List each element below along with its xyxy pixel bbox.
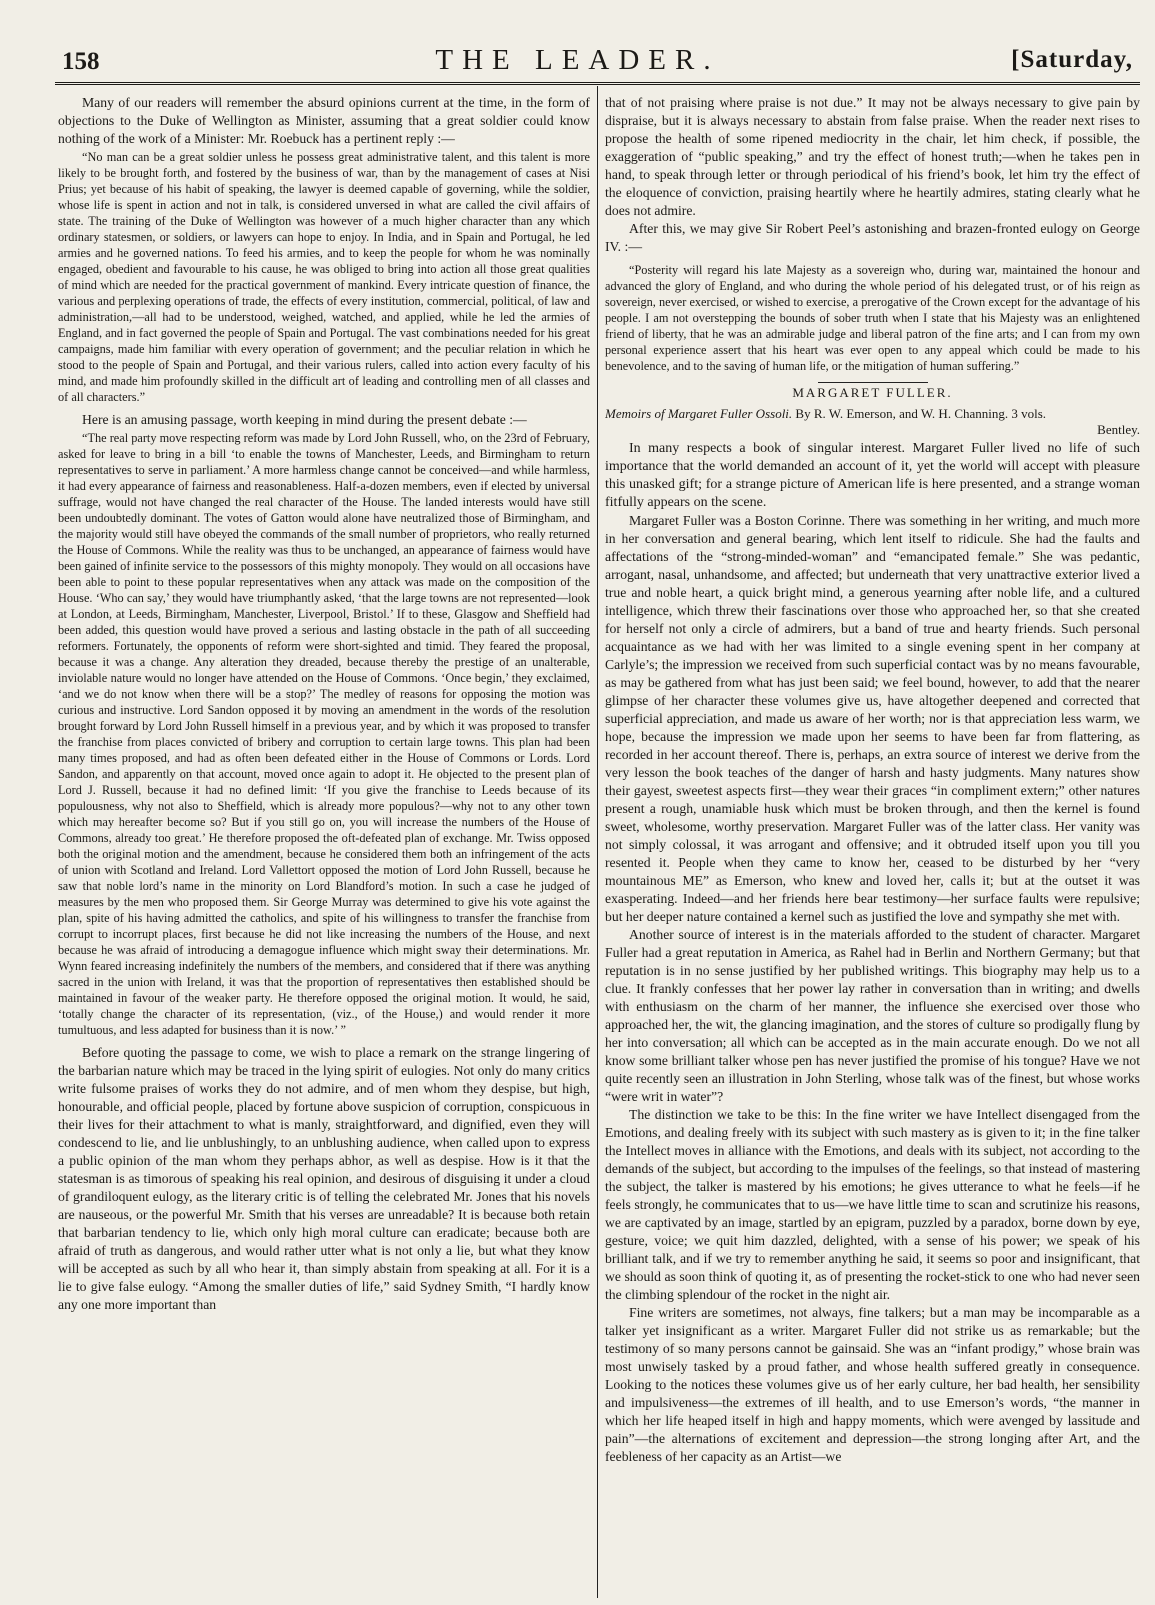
column-divider	[597, 86, 598, 1598]
paragraph: After this, we may give Sir Robert Peel’s astonishing and brazen-fronted eulogy on George IV. :—	[605, 221, 1140, 254]
paragraph: Many of our readers will remember the absurd opinions current at the time, in the form of objections to the Duke of Wellington as Minister, assuming that a great soldier could know nothing of the work of a Minister: Mr. Roebuck has a pertinent reply :—	[58, 95, 590, 146]
paragraph: Before quoting the passage to come, we wish to place a remark on the strange lingering of the barbarian nature which may be traced in the lying spirit of eulogies. Not only do many critics write fulsome praises of works they do not admire, and of men whom they despise, but high, honourable, and official people, placed by fortune above suspicion of corruption, conspicuous in their lives for their attachment to what is manly, straightforward, and dignified, even they will condescend to lie, and lie unblushingly, to an unblushing audience, when called upon to express a public opinion of the man whom they perhaps abhor, as well as despise. How is it that the statesman is as timorous of speaking his real opinion, and desirous of disguising it under a cloud of grandiloquent eulogy, as the literary critic is of telling the celebrated Mr. Jones that his novels are nauseous, or the powerful Mr. Smith that his verses are unreadable? It is because both retain that barbarian tendency to lie, which only high moral culture can eradicate; because both are afraid of truth as dangerous, and would rather utter what is not only a lie, but what they know will be accepted as such by all who hear it, than simply abstain from speaking at all. For it is a lie to give false eulogy. “Among the smaller duties of life,” said Sydney Smith, “I hardly know any one more important than	[58, 1045, 590, 1312]
page-header	[0, 40, 1155, 80]
page-number: 158	[62, 48, 100, 75]
masthead-title: THE LEADER.	[435, 44, 720, 76]
paragraph: that of not praising where praise is not due.” It may not be always necessary to give pain by dispraise, but it is always necessary to abstain from false praise. When the reader next rises to propose the health of some ripened mediocrity in the chair, let him check, if possible, the exaggeration of “public speaking,” and try the effect of honest truth;—when he takes pen in hand, to speak through letter or through periodical of his friend’s book, let him try the effect of the eloquence of conviction, praising heartily where he heartily admires, stating clearly what he does not admire.	[605, 95, 1140, 218]
right-column	[605, 94, 1140, 1594]
review-meta	[605, 405, 1140, 422]
paragraph: The distinction we take to be this: In the fine writer we have Intellect disengaged from the Emotions, and dealing freely with its subject with such mastery as is given to it; in the fine talker the Intellect moves in alliance with the Emotions, and deals with its subject, not according to the demands of the subject, but according to the impulses of the feelings, so that instead of mastering the subject, the talker is mastered by his emotions; he gives utterance to what he feels—if he feels strongly, he communicates that to us—we have little time to scan and scrutinize his reasons, we are captivated by an image, startled by an epigram, puzzled by a paradox, borne down by eye, gesture, voice; we quit him dazzled, delighted, with a sense of his power; we speak of his brilliant talk, and if we try to remember anything he said, it seems so poor and insignificant, that we should as soon think of quoting it, as of presenting the rocket-stick to one who had never seen the climbing splendour of the rocket in the night air.	[605, 1107, 1140, 1302]
section-divider	[818, 382, 928, 383]
paragraph: Margaret Fuller was a Boston Corinne. There was something in her writing, and much more in her conversation and general bearing, which lent itself to ridicule. She had the faults and affectations of the “strong-minded-woman” and “emancipated female.” She was pedantic, arrogant, nasal, unhandsome, and affected; but underneath that very unattractive exterior lived a true and noble heart, a quick bright mind, a generous yearning after noble life, and a cultured intelligence, which threw their fascinations over those who approached her, so that she created for herself not only a circle of admirers, but a band of true and hearty friends. Such personal acquaintance as we had with her was limited to a single evening spent in her company at Carlyle’s; the impression we received from such superficial contact was by no means favourable, as may be gathered from what has just been said; we feel bound, however, to add that the nearer glimpse of her character these volumes give us, have altogether deepened and corrected that superficial appreciation, and made us aware of her worth; nor is that appreciation less warm, we hope, because the impression we made upon her seems to have been far from flattering, as recorded in her account thereof. There is, perhaps, an extra source of interest we derive from the very lesson the book teaches of the danger of harsh and hasty judgments. Many natures show their gayest, sweetest aspects first—they wear their graces “in compliment extern;” other natures present a rough, unamiable husk which must be broken through, and then the kernel is found sweet, wholesome, worthy preservation. Margaret Fuller was of the latter class. Her vanity was not simply colossal, it was arrogant and offensive; and it obtruded itself upon you till you resented it. People when they came to know her, ceased to be disturbed by her “very mountainous ME” as Emerson, who knew and loved her, calls it; but at the outset it was exasperating. Indeed—and her friends here bear testimony—her surface faults were repulsive; but her deeper nature contained a kernel such as justified the love and sympathy she met with.	[605, 513, 1140, 924]
paragraph: Here is an amusing passage, worth keeping in mind during the present debate :—	[82, 412, 527, 427]
paragraph: In many respects a book of singular interest. Margaret Fuller lived no life of such importance that the world demanded an account of it, yet the world will accept with pleasure this unasked gift; for a strange picture of American life is here presented, and a strange woman fitfully appears on the scene.	[605, 441, 1140, 510]
header-rule	[55, 82, 1140, 85]
paragraph: Another source of interest is in the materials afforded to the student of character. Margaret Fuller had a great reputation in America, as Rahel had in Berlin and Northern Germany; but that reputation is in no sense justified by her published writings. This biography may help us to a clue. It frankly confesses that her power lay rather in conversation than in writing; and dwells with enthusiasm on the charm of her manner, the influence she exercised over those who approached her, the wit, the glancing imagination, and the stores of culture so prodigally flung by her into conversation; all which can be accepted as in the main accurate enough. Do we not all know some brilliant talker whose pen has never justified the promise of his tongue? Have we not quite recently seen an illustration in John Sterling, whose talk was of the finest, but whose works “were writ in water”?	[605, 927, 1140, 1104]
quotation: “Posterity will regard his late Majesty as a sovereign who, during war, maintained the honour and advanced the glory of England, and who during the whole period of his delegated trust, or of his reign as sovereign, never exercised, or wished to exercise, a prerogative of the Crown except for the advantage of his people. I am not overstepping the bounds of sober truth when I state that his Majesty was an enlightened friend of liberty, that he was an admirable judge and liberal patron of the fine arts; and I can from my own personal experience assert that his heart was ever open to any appeal which could be made to his benevolence, and to the saving of human life, or the mitigation of human suffering.”	[605, 263, 1140, 373]
quotation: “No man can be a great soldier unless he possess great administrative talent, and this talent is more likely to be brought forth, and fostered by the business of war, than by the management of cases at Nisi Prius; yet because of his habit of speaking, the lawyer is deemed capable of governing, while the soldier, whose life is spent in action and not in talk, is considered unversed in what are called the civil affairs of state. The training of the Duke of Wellington was however of a much higher character than any which ordinary statesmen, or soldiers, or lawyers can hope to enjoy. In India, and in Spain and Portugal, he led armies and he governed nations. To feed his armies, and to keep the people for whom he was nominally engaged, obedient and favourable to his cause, he was obliged to bring into action all those great qualities of mind which are needed for the practical government of mankind. Every intricate question of finance, the various and perplexing operations of trade, the effects of every institution, commercial, political, of law and administration,—all had to be understood, weighed, watched, and applied, while he led the armies of England, and in fact governed the people of Spain and Portugal. The vast combinations needed for his great campaigns, made him familiar with every operation of government; and the peculiar relation in which he stood to the people of Spain and Portugal, and their various rulers, called into action every faculty of his mind, and made him profoundly skilled in the difficult art of leading and controlling men of all classes and of all characters.”	[58, 150, 590, 404]
left-column	[58, 94, 590, 1594]
review-title: MARGARET FULLER.	[792, 385, 953, 400]
paragraph: Fine writers are sometimes, not always, fine talkers; but a man may be incomparable as a talker yet insignificant as a writer. Margaret Fuller did not strike us as remarkable; but the testimony of so many persons cannot be gainsaid. She was an “infant prodigy,” whose brain was most unwisely tasked by a proud father, and whose health suffered greatly in consequence. Looking to the notices these volumes give us of her early culture, her bad health, her sensibility and impulsiveness—the extremes of ill health, and to use Emerson’s words, “the manner in which her life heaped itself in high and happy moments, which were avenged by lassitude and pain”—the alternations of excitement and depression—the strong longing after Art, and the feebleness of her capacity as an Artist—we	[605, 1305, 1140, 1464]
review-publisher: Bentley.	[1097, 422, 1140, 437]
review-book-title: Memoirs of Margaret Fuller Ossoli.	[605, 406, 793, 421]
header-day: [Saturday,	[1011, 46, 1133, 73]
review-authors: By R. W. Emerson, and W. H. Channing. 3 vols.	[795, 406, 1047, 421]
quotation: “The real party move respecting reform was made by Lord John Russell, who, on the 23rd of February, asked for leave to bring in a bill ‘to enable the towns of Manchester, Leeds, and Birmingham to return representatives to serve in parliament.’ A more harmless change cannot be conceived—and while harmless, it had every appearance of fairness and reasonableness. Half-a-dozen members, even if elected by universal suffrage, would not have changed the real character of the House. The landed interests would have still been undoubtedly dominant. The votes of Gatton would alone have neutralized those of Birmingham, and the majority would still have obeyed the commands of the small number of proprietors, who really returned the House of Commons. While the reality was thus to be unchanged, an appearance of fairness would have been gained of infinite service to the possessors of this mighty monopoly. They would on all occasions have been able to point to these popular representatives when any attack was made on the composition of the House. ‘Who can say,’ they would have triumphantly asked, ‘that the large towns are not represented—look at London, at Leeds, Birmingham, Manchester, Liverpool, Bristol.’ If to these, Glasgow and Sheffield had been added, this question would have proved a serious and lasting obstacle in the path of all succeeding reformers. Fortunately, the opponents of reform were short-sighted and timid. They feared the proposal, because it was a change. Any alteration they dreaded, because thereby the prestige of an unalterable, inviolable nature would no longer have attended on the House of Commons. ‘Once begin,’ they exclaimed, ‘and we do not know when there will be a stop?’ The medley of reasons for opposing the motion was curious and instructive. Lord Sandon opposed it by moving an amendment in the words of the resolution brought forward by Lord John Russell himself in a previous year, and by which it was proposed to transfer the franchise from places convicted of bribery and corruption to certain large towns. This plan had been many times proposed, and had as often been defeated either in the House of Commons or Lords. Lord Sandon, and apparently on that account, moved once again to adopt it. He objected to the present plan of Lord J. Russell, because it had no defined limit: ‘If you give the franchise to Leeds because of its populousness, why not also to Sheffield, which is already more populous?—why not to any other town which may hereafter become so? But if you still go on, you will increase the numbers of the House of Commons, already too great.’ He therefore proposed the oft-defeated plan of exchange. Mr. Twiss opposed both the original motion and the amendment, because he considered them both an infringement of the acts of union with Scotland and Ireland. Lord Vallettort opposed the motion of Lord John Russell, because he saw that noble lord’s name in the minority on Lord Blandford’s motion. In such a case he judged of measures by the men who proposed them. Sir George Murray was determined to give his vote against the plan, spite of his having admitted the catholics, and spite of his willingness to transfer the franchise from corrupt to incorrupt places, first because he did not like increasing the numbers of the House, and next because he was afraid of introducing a demagogue influence which might sway their determinations. Mr. Wynn feared increasing indefinitely the numbers of the members, and considered that if there was anything sacred in the union with Ireland, it was that the proportion of representatives then established should be maintained in favour of the weaker party. He therefore opposed the original motion. It would, he said, ‘totally change the character of its representation, (viz., of the House,) and would render it more tumultuous, and less adapted for business than it is now.’ ”	[58, 431, 590, 1037]
